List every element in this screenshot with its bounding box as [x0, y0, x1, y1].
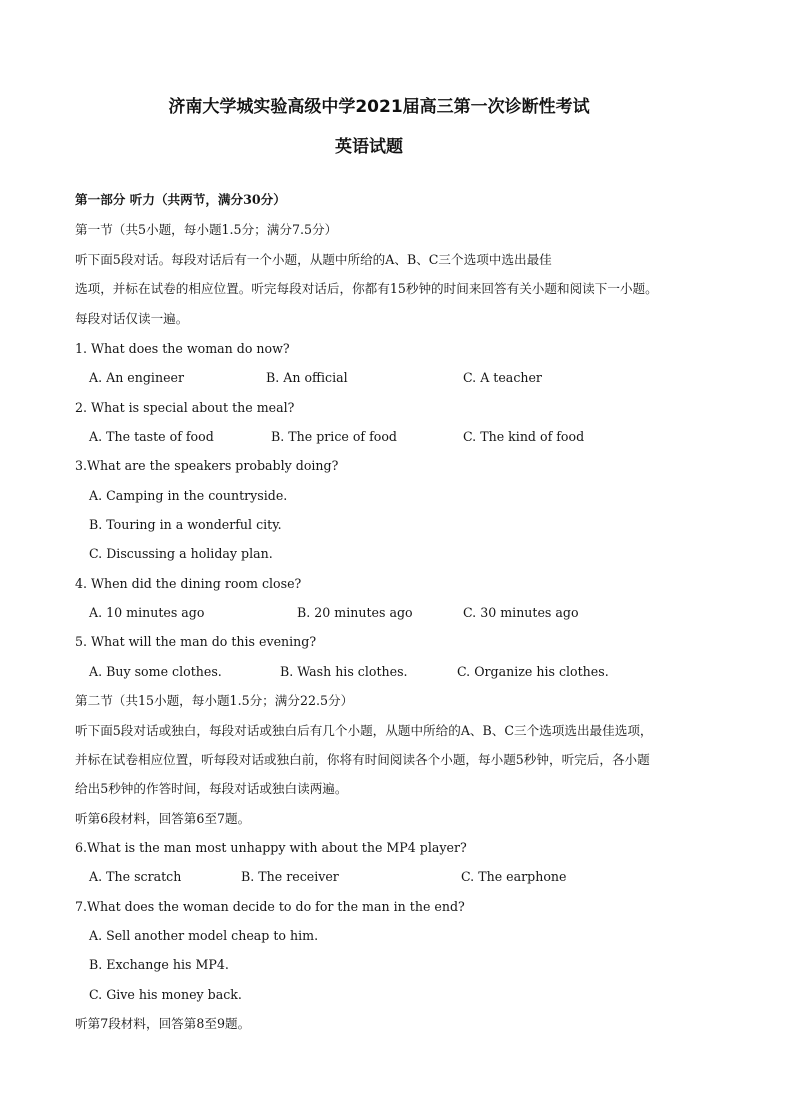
section2-heading: 第二节（共15小题，每小题1.5分；满分22.5分） [75, 693, 354, 708]
question-4-option-b: B. 20 minutes ago [297, 605, 413, 620]
material-7-note: 听第7段材料，回答第8至9题。 [75, 1016, 251, 1031]
question-2-option-b: B. The price of food [271, 429, 397, 444]
question-6-option-b: B. The receiver [241, 869, 339, 884]
section1-instruction-3: 每段对话仅读一遍。 [75, 311, 189, 326]
question-1-stem: 1. What does the woman do now? [75, 341, 290, 356]
section2-instruction-3: 给出5秒钟的作答时间，每段对话或独白读两遍。 [75, 781, 348, 796]
exam-subject: 英语试题 [335, 137, 403, 157]
question-5-option-a: A. Buy some clothes. [89, 664, 222, 679]
section1-instruction-1: 听下面5段对话。每段对话后有一个小题，从题中所给的A、B、C三个选项中选出最佳 [75, 252, 552, 267]
question-7-option-c: C. Give his money back. [89, 987, 242, 1002]
section1-instruction-2: 选项，并标在试卷的相应位置。听完每段对话后，你都有15秒钟的时间来回答有关小题和阅读下一小题。 [75, 281, 658, 296]
question-4-option-c: C. 30 minutes ago [463, 605, 579, 620]
question-5-option-c: C. Organize his clothes. [457, 664, 609, 679]
question-1-option-a: A. An engineer [89, 370, 185, 385]
section2-instruction-2: 并标在试卷相应位置，听每段对话或独白前，你将有时间阅读各个小题，每小题5秒钟，听完后，各小题 [75, 752, 650, 767]
question-3-option-b: B. Touring in a wonderful city. [89, 517, 282, 532]
question-1-option-c: C. A teacher [463, 370, 542, 385]
question-5-option-b: B. Wash his clothes. [280, 664, 408, 679]
question-6-stem: 6.What is the man most unhappy with about the MP4 player? [75, 840, 467, 855]
section1-heading: 第一节（共5小题，每小题1.5分；满分7.5分） [75, 222, 338, 237]
question-6-option-c: C. The earphone [461, 869, 567, 884]
part1-heading: 第一部分 听力（共两节，满分30分） [75, 192, 286, 207]
question-6-option-a: A. The scratch [89, 869, 182, 884]
question-2-stem: 2. What is special about the meal? [75, 400, 295, 415]
question-7-option-a: A. Sell another model cheap to him. [89, 928, 319, 943]
section2-instruction-1: 听下面5段对话或独白，每段对话或独白后有几个小题，从题中所给的A、B、C三个选项选出最佳选项， [75, 723, 653, 738]
question-4-option-a: A. 10 minutes ago [89, 605, 205, 620]
question-5-stem: 5. What will the man do this evening? [75, 634, 317, 649]
question-1-option-b: B. An official [266, 370, 348, 385]
question-7-option-b: B. Exchange his MP4. [89, 957, 229, 972]
question-3-option-c: C. Discussing a holiday plan. [89, 546, 273, 561]
question-3-option-a: A. Camping in the countryside. [89, 488, 288, 503]
question-2-option-c: C. The kind of food [463, 429, 585, 444]
exam-title: 济南大学城实验高级中学2021届高三第一次诊断性考试 [168, 97, 590, 117]
question-3-stem: 3.What are the speakers probably doing? [75, 458, 339, 473]
material-6-note: 听第6段材料，回答第6至7题。 [75, 811, 251, 826]
question-7-stem: 7.What does the woman decide to do for the man in the end? [75, 899, 465, 914]
question-4-stem: 4. When did the dining room close? [75, 576, 302, 591]
question-2-option-a: A. The taste of food [89, 429, 214, 444]
